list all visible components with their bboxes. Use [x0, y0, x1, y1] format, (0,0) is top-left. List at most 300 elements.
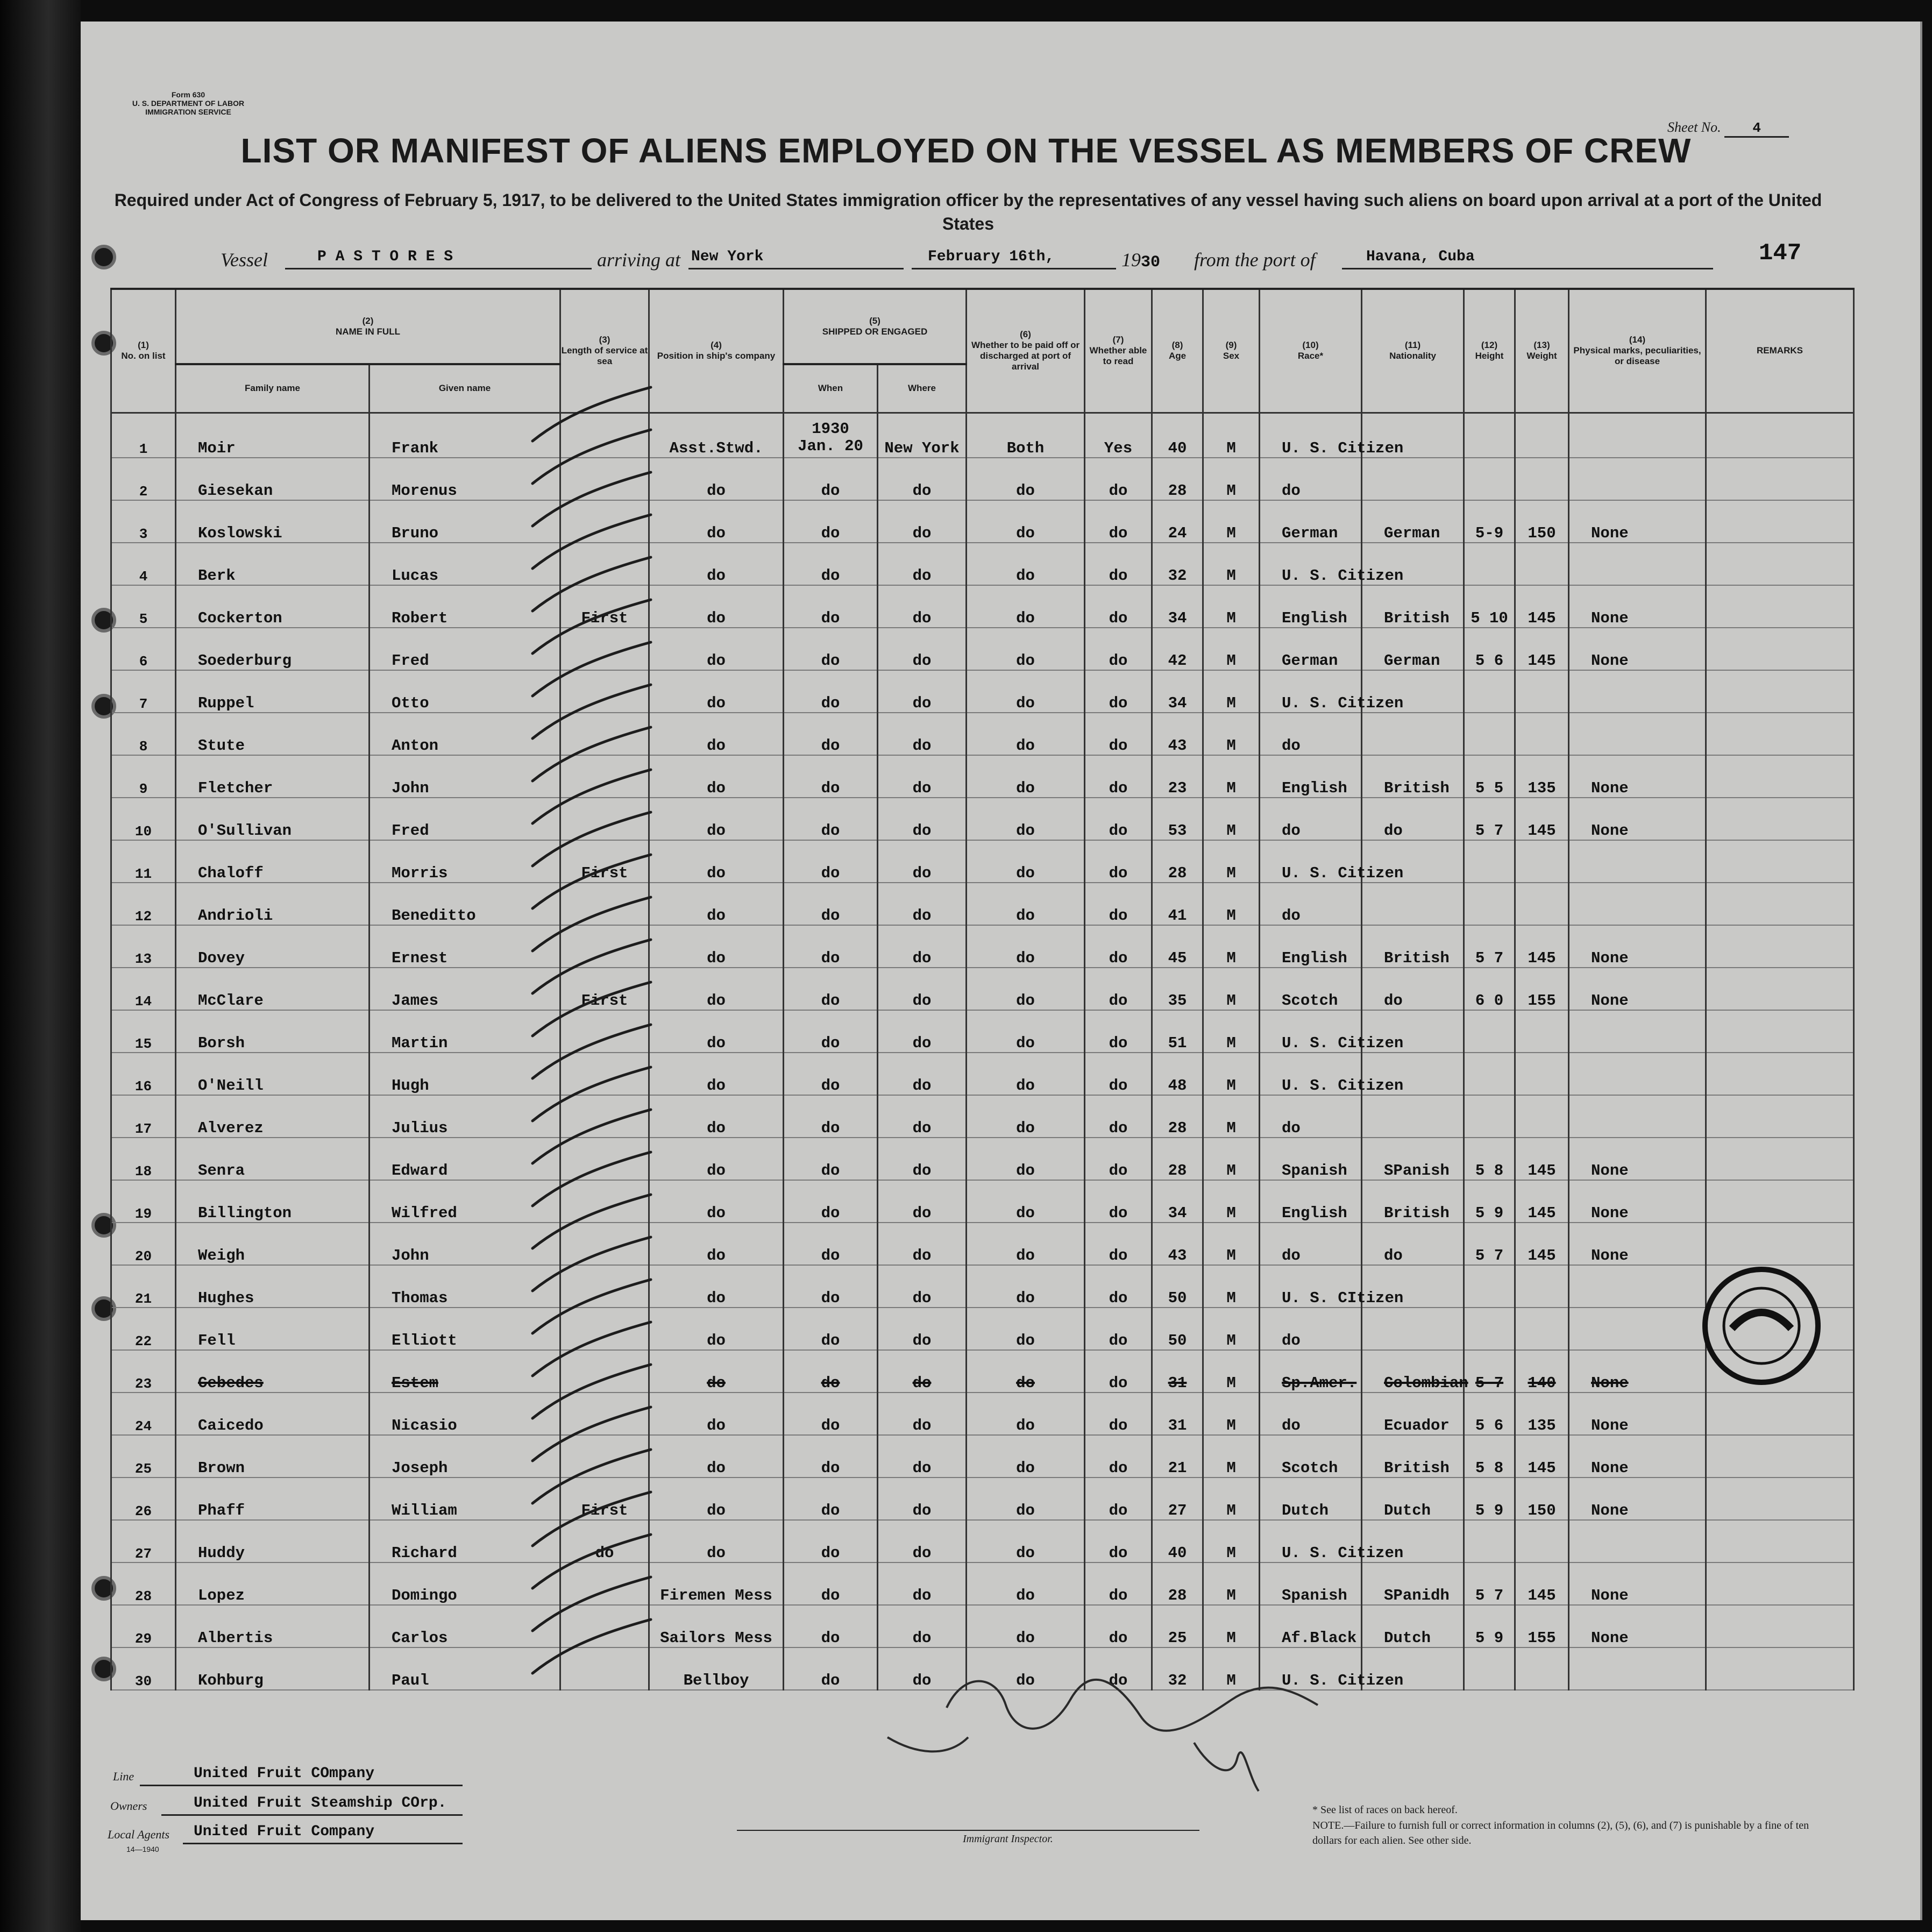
nationality-cell: British: [1362, 755, 1464, 798]
able-to-read-cell: do: [1085, 585, 1152, 628]
shipped-when-cell: do: [784, 798, 878, 840]
given-name-cell: Frank: [370, 413, 560, 458]
weight-cell: 145: [1515, 798, 1569, 840]
height-cell: 5 9: [1464, 1478, 1515, 1520]
paid-off-cell: do: [967, 670, 1085, 713]
position-cell: do: [649, 1435, 784, 1478]
position-cell: Firemen Mess: [649, 1562, 784, 1605]
weight-cell: 155: [1515, 1605, 1569, 1647]
family-name-cell: Billington: [176, 1180, 370, 1223]
age-cell: 43: [1152, 713, 1203, 755]
shipped-when-cell: do: [784, 1350, 878, 1393]
shipped-where-cell: do: [878, 1435, 967, 1478]
race-cell: Scotch: [1260, 1435, 1362, 1478]
col-no-header: (1) No. on list: [111, 289, 176, 413]
col-service-header: (3) Length of service at sea: [560, 289, 649, 413]
age-cell: 28: [1152, 1095, 1203, 1138]
height-cell: 5 9: [1464, 1605, 1515, 1647]
shipped-where-cell: do: [878, 1308, 967, 1350]
shipped-where-cell: do: [878, 968, 967, 1010]
given-name-cell: Elliott: [370, 1308, 560, 1350]
check-mark: [532, 1280, 651, 1333]
paid-off-cell: do: [967, 1308, 1085, 1350]
sex-cell: M: [1203, 1308, 1260, 1350]
col-given-header: Given name: [370, 364, 560, 413]
check-mark: [532, 982, 651, 1036]
family-name-cell: Brown: [176, 1435, 370, 1478]
row-number-cell: 10: [111, 798, 176, 840]
row-number-cell: 12: [111, 883, 176, 925]
paid-off-cell: do: [967, 925, 1085, 968]
year-value: 30: [1141, 253, 1161, 272]
race-cell: do: [1260, 1393, 1362, 1435]
height-cell: 5 9: [1464, 1180, 1515, 1223]
able-to-read-cell: do: [1085, 670, 1152, 713]
check-mark: [532, 685, 651, 738]
able-to-read-cell: do: [1085, 1562, 1152, 1605]
agents-value: United Fruit Company: [194, 1823, 375, 1840]
col-nationality-header: (11) Nationality: [1362, 289, 1464, 413]
paid-off-cell: do: [967, 755, 1085, 798]
position-cell: do: [649, 628, 784, 670]
sex-cell: M: [1203, 413, 1260, 458]
row-number-cell: 26: [111, 1478, 176, 1520]
agents-label: Local Agents: [108, 1828, 170, 1841]
paid-off-cell: Both: [967, 413, 1085, 458]
able-to-read-cell: Yes: [1085, 413, 1152, 458]
given-name-cell: Domingo: [370, 1562, 560, 1605]
service-length-cell: First: [560, 968, 649, 1010]
race-cell: Af.Black: [1260, 1605, 1362, 1647]
shipped-where-cell: do: [878, 543, 967, 585]
sex-cell: M: [1203, 1223, 1260, 1265]
height-cell: 5 6: [1464, 628, 1515, 670]
able-to-read-cell: do: [1085, 1265, 1152, 1308]
col-marks-header: (14) Physical marks, peculiarities, or disease: [1569, 289, 1706, 413]
weight-cell: 145: [1515, 925, 1569, 968]
shipped-where-cell: do: [878, 1562, 967, 1605]
race-cell: do: [1260, 1223, 1362, 1265]
age-cell: 50: [1152, 1265, 1203, 1308]
check-mark: [532, 1365, 651, 1418]
family-name-cell: Huddy: [176, 1520, 370, 1562]
paid-off-cell: do: [967, 1393, 1085, 1435]
paid-off-cell: do: [967, 1435, 1085, 1478]
col-race-header: (10) Race*: [1260, 289, 1362, 413]
able-to-read-cell: do: [1085, 543, 1152, 585]
col-position-header: (4) Position in ship's company: [649, 289, 784, 413]
able-to-read-cell: do: [1085, 840, 1152, 883]
physical-marks-cell: None: [1569, 968, 1706, 1010]
check-mark: [532, 557, 651, 611]
family-name-cell: Caicedo: [176, 1393, 370, 1435]
able-to-read-cell: do: [1085, 883, 1152, 925]
height-cell: 5 8: [1464, 1435, 1515, 1478]
row-number-cell: 22: [111, 1308, 176, 1350]
position-cell: do: [649, 1350, 784, 1393]
position-cell: do: [649, 925, 784, 968]
row-number-cell: 25: [111, 1435, 176, 1478]
shipped-where-cell: do: [878, 1180, 967, 1223]
owners-value: United Fruit Steamship COrp.: [194, 1795, 447, 1812]
given-name-cell: Lucas: [370, 543, 560, 585]
paid-off-cell: do: [967, 1520, 1085, 1562]
paid-off-cell: do: [967, 1053, 1085, 1095]
check-mark: [532, 1577, 651, 1631]
races-note: * See list of races on back hereof.: [1312, 1804, 1458, 1816]
arrival-date: February 16th,: [928, 248, 1055, 265]
shipped-when-cell: do: [784, 458, 878, 500]
given-name-cell: Wilfred: [370, 1180, 560, 1223]
position-cell: do: [649, 1520, 784, 1562]
weight-cell: 135: [1515, 755, 1569, 798]
check-mark: [532, 1067, 651, 1121]
race-cell: U. S. Citizen: [1260, 1647, 1362, 1690]
from-port: Havana, Cuba: [1366, 248, 1475, 265]
paid-off-cell: do: [967, 1647, 1085, 1690]
physical-marks-cell: None: [1569, 1562, 1706, 1605]
age-cell: 40: [1152, 1520, 1203, 1562]
race-cell: Sp.Amer.: [1260, 1350, 1362, 1393]
inspection-stamp: [1694, 1259, 1829, 1393]
shipped-where-cell: do: [878, 925, 967, 968]
position-cell: do: [649, 1010, 784, 1053]
age-cell: 43: [1152, 1223, 1203, 1265]
family-name-cell: Giesekan: [176, 458, 370, 500]
able-to-read-cell: do: [1085, 500, 1152, 543]
age-cell: 24: [1152, 500, 1203, 543]
able-to-read-cell: do: [1085, 1223, 1152, 1265]
shipped-when-cell: do: [784, 1308, 878, 1350]
shipped-when-cell: do: [784, 1647, 878, 1690]
shipped-where-cell: do: [878, 1350, 967, 1393]
physical-marks-cell: None: [1569, 585, 1706, 628]
shipped-when-cell: do: [784, 628, 878, 670]
form-number: Form 630: [171, 90, 205, 99]
family-name-cell: Borsh: [176, 1010, 370, 1053]
able-to-read-cell: do: [1085, 1393, 1152, 1435]
race-cell: Scotch: [1260, 968, 1362, 1010]
service-length-cell: First: [560, 1478, 649, 1520]
position-cell: Asst.Stwd.: [649, 413, 784, 458]
nationality-cell: do: [1362, 1223, 1464, 1265]
shipped-when-cell: do: [784, 1010, 878, 1053]
height-cell: 5 7: [1464, 925, 1515, 968]
check-mark: [532, 1152, 651, 1206]
penalty-note: NOTE.—Failure to furnish full or correct information in columns (2), (5), (6), and (7) is punishable by a fine of ten dollars for each alien. See other side.: [1312, 1820, 1809, 1846]
able-to-read-cell: do: [1085, 458, 1152, 500]
position-cell: do: [649, 1478, 784, 1520]
family-name-cell: Hughes: [176, 1265, 370, 1308]
shipped-when-cell: do: [784, 1393, 878, 1435]
col-where-header: Where: [878, 364, 967, 413]
family-name-cell: Koslowski: [176, 500, 370, 543]
nationality-cell: German: [1362, 500, 1464, 543]
paid-off-cell: do: [967, 840, 1085, 883]
paid-off-cell: do: [967, 628, 1085, 670]
check-mark: [532, 515, 651, 569]
paid-off-cell: do: [967, 1350, 1085, 1393]
service-length-cell: First: [560, 840, 649, 883]
shipped-where-cell: do: [878, 1138, 967, 1180]
shipped-when-cell: do: [784, 1095, 878, 1138]
position-cell: do: [649, 755, 784, 798]
height-cell: 5 6: [1464, 1393, 1515, 1435]
given-name-cell: Estem: [370, 1350, 560, 1393]
position-cell: Bellboy: [649, 1647, 784, 1690]
age-cell: 50: [1152, 1308, 1203, 1350]
given-name-cell: Ernest: [370, 925, 560, 968]
shipped-date: Jan. 20: [798, 437, 863, 455]
sex-cell: M: [1203, 543, 1260, 585]
paid-off-cell: do: [967, 968, 1085, 1010]
paid-off-cell: do: [967, 883, 1085, 925]
check-mark: [532, 1620, 651, 1673]
shipped-where-cell: do: [878, 1010, 967, 1053]
age-cell: 28: [1152, 1138, 1203, 1180]
weight-cell: 145: [1515, 1180, 1569, 1223]
position-cell: do: [649, 798, 784, 840]
weight-cell: 150: [1515, 1478, 1569, 1520]
able-to-read-cell: do: [1085, 1010, 1152, 1053]
age-cell: 34: [1152, 585, 1203, 628]
sex-cell: M: [1203, 1350, 1260, 1393]
shipped-when-cell: do: [784, 585, 878, 628]
check-mark: [532, 472, 651, 526]
sex-cell: M: [1203, 755, 1260, 798]
able-to-read-cell: do: [1085, 1605, 1152, 1647]
able-to-read-cell: do: [1085, 628, 1152, 670]
family-name-cell: O'Neill: [176, 1053, 370, 1095]
shipped-where-cell: do: [878, 500, 967, 543]
position-cell: do: [649, 713, 784, 755]
given-name-cell: Paul: [370, 1647, 560, 1690]
physical-marks-cell: None: [1569, 1138, 1706, 1180]
sex-cell: M: [1203, 1138, 1260, 1180]
sex-cell: M: [1203, 925, 1260, 968]
agents-underline: [183, 1843, 463, 1844]
race-cell: do: [1260, 713, 1362, 755]
shipped-where-cell: do: [878, 1605, 967, 1647]
shipped-where-cell: do: [878, 1647, 967, 1690]
family-name-cell: Soederburg: [176, 628, 370, 670]
shipped-where-cell: do: [878, 713, 967, 755]
row-number-cell: 18: [111, 1138, 176, 1180]
able-to-read-cell: do: [1085, 1520, 1152, 1562]
race-cell: English: [1260, 925, 1362, 968]
check-mark: [532, 642, 651, 696]
col-family-header: Family name: [176, 364, 370, 413]
family-name-cell: Ruppel: [176, 670, 370, 713]
position-cell: do: [649, 1223, 784, 1265]
row-number-cell: 23: [111, 1350, 176, 1393]
shipped-where-cell: do: [878, 883, 967, 925]
age-cell: 41: [1152, 883, 1203, 925]
row-number-cell: 5: [111, 585, 176, 628]
able-to-read-cell: do: [1085, 968, 1152, 1010]
row-number-cell: 7: [111, 670, 176, 713]
row-number-cell: 15: [111, 1010, 176, 1053]
paid-off-cell: do: [967, 798, 1085, 840]
check-mark: [532, 1535, 651, 1588]
weight-cell: 135: [1515, 1393, 1569, 1435]
check-mark: [532, 1322, 651, 1376]
line-label: Line: [113, 1770, 134, 1783]
col-sex-header: (9) Sex: [1203, 289, 1260, 413]
shipped-when-cell: do: [784, 1435, 878, 1478]
shipped-when-cell: do: [784, 500, 878, 543]
row-number-cell: 16: [111, 1053, 176, 1095]
check-mark: [532, 897, 651, 951]
position-cell: do: [649, 883, 784, 925]
paid-off-cell: do: [967, 1478, 1085, 1520]
weight-cell: 155: [1515, 968, 1569, 1010]
race-cell: do: [1260, 883, 1362, 925]
age-cell: 34: [1152, 1180, 1203, 1223]
sex-cell: M: [1203, 585, 1260, 628]
given-name-cell: Beneditto: [370, 883, 560, 925]
physical-marks-cell: None: [1569, 1180, 1706, 1223]
physical-marks-cell: None: [1569, 798, 1706, 840]
check-mark: [532, 1110, 651, 1163]
position-cell: do: [649, 1138, 784, 1180]
shipped-when-cell: do: [784, 1265, 878, 1308]
age-cell: 31: [1152, 1350, 1203, 1393]
given-name-cell: Morenus: [370, 458, 560, 500]
age-cell: 42: [1152, 628, 1203, 670]
page-number: 147: [1759, 240, 1802, 267]
shipped-where-cell: do: [878, 1265, 967, 1308]
family-name-cell: Andrioli: [176, 883, 370, 925]
physical-marks-cell: None: [1569, 1223, 1706, 1265]
shipped-when-cell: do: [784, 1053, 878, 1095]
family-name-cell: Berk: [176, 543, 370, 585]
department-name: U. S. DEPARTMENT OF LABOR: [132, 99, 245, 108]
nationality-cell: Ecuador: [1362, 1393, 1464, 1435]
arriving-label: arriving at: [597, 249, 681, 271]
col-read-header: (7) Whether able to read: [1085, 289, 1152, 413]
row-number-cell: 4: [111, 543, 176, 585]
position-cell: do: [649, 1180, 784, 1223]
able-to-read-cell: do: [1085, 1053, 1152, 1095]
nationality-cell: SPanish: [1362, 1138, 1464, 1180]
given-name-cell: William: [370, 1478, 560, 1520]
shipped-when-cell: do: [784, 1520, 878, 1562]
given-name-cell: Thomas: [370, 1265, 560, 1308]
given-name-cell: John: [370, 755, 560, 798]
position-cell: do: [649, 500, 784, 543]
race-cell: U. S. Citizen: [1260, 413, 1362, 458]
given-name-cell: Richard: [370, 1520, 560, 1562]
row-number-cell: 19: [111, 1180, 176, 1223]
row-number-cell: 13: [111, 925, 176, 968]
race-cell: U. S. Citizen: [1260, 840, 1362, 883]
shipped-when-cell: do: [784, 543, 878, 585]
age-cell: 40: [1152, 413, 1203, 458]
service-name: IMMIGRATION SERVICE: [145, 108, 231, 116]
age-cell: 34: [1152, 670, 1203, 713]
shipped-when-cell: do: [784, 1562, 878, 1605]
family-name-cell: Weigh: [176, 1223, 370, 1265]
sheet-number: 4: [1724, 120, 1789, 138]
row-number-cell: 9: [111, 755, 176, 798]
manifest-subtitle: Required under Act of Congress of February 5, 1917, to be delivered to the United States immigration officer by the representatives of any vessel having such aliens on board upon arrival at a port of the United States: [114, 190, 1822, 233]
age-cell: 28: [1152, 840, 1203, 883]
race-cell: do: [1260, 458, 1362, 500]
height-cell: 5 7: [1464, 798, 1515, 840]
nationality-cell: British: [1362, 1180, 1464, 1223]
row-number-cell: 30: [111, 1647, 176, 1690]
sex-cell: M: [1203, 1562, 1260, 1605]
col-age-header: (8) Age: [1152, 289, 1203, 413]
row-number-cell: 8: [111, 713, 176, 755]
shipped-where-cell: do: [878, 458, 967, 500]
sex-cell: M: [1203, 968, 1260, 1010]
given-name-cell: Fred: [370, 798, 560, 840]
able-to-read-cell: do: [1085, 1180, 1152, 1223]
race-cell: English: [1260, 1180, 1362, 1223]
sheet-label: Sheet No.: [1667, 119, 1721, 135]
position-cell: do: [649, 458, 784, 500]
able-to-read-cell: do: [1085, 1138, 1152, 1180]
paid-off-cell: do: [967, 1010, 1085, 1053]
owners-label: Owners: [110, 1799, 147, 1813]
physical-marks-cell: None: [1569, 1478, 1706, 1520]
age-cell: 23: [1152, 755, 1203, 798]
able-to-read-cell: do: [1085, 713, 1152, 755]
shipped-when-cell: do: [784, 1223, 878, 1265]
physical-marks-cell: None: [1569, 1435, 1706, 1478]
family-name-cell: Stute: [176, 713, 370, 755]
paid-off-cell: do: [967, 1095, 1085, 1138]
weight-cell: 145: [1515, 1435, 1569, 1478]
weight-cell: 150: [1515, 500, 1569, 543]
nationality-cell: SPanidh: [1362, 1562, 1464, 1605]
physical-marks-cell: None: [1569, 1605, 1706, 1647]
shipped-when-cell: do: [784, 1138, 878, 1180]
shipped-when-cell: do: [784, 1605, 878, 1647]
check-mark: [532, 1407, 651, 1461]
position-cell: do: [649, 585, 784, 628]
position-cell: do: [649, 1308, 784, 1350]
shipped-where-cell: do: [878, 1095, 967, 1138]
shipped-when-cell: do: [784, 840, 878, 883]
sex-cell: M: [1203, 500, 1260, 543]
given-name-cell: Nicasio: [370, 1393, 560, 1435]
sex-cell: M: [1203, 1010, 1260, 1053]
service-length-cell: do: [560, 1520, 649, 1562]
height-cell: 5 5: [1464, 755, 1515, 798]
weight-cell: 145: [1515, 628, 1569, 670]
shipped-where-cell: do: [878, 840, 967, 883]
age-cell: 32: [1152, 543, 1203, 585]
given-name-cell: Carlos: [370, 1605, 560, 1647]
race-cell: German: [1260, 500, 1362, 543]
check-mark: [532, 430, 651, 484]
physical-marks-cell: None: [1569, 755, 1706, 798]
height-cell: 5 7: [1464, 1223, 1515, 1265]
shipped-where-cell: New York: [878, 413, 967, 458]
sex-cell: M: [1203, 1478, 1260, 1520]
race-cell: U. S. Citizen: [1260, 1010, 1362, 1053]
form-code: 14—1940: [126, 1845, 159, 1853]
check-mark: [532, 727, 651, 781]
shipped-where-cell: do: [878, 798, 967, 840]
age-cell: 32: [1152, 1647, 1203, 1690]
sex-cell: M: [1203, 1435, 1260, 1478]
family-name-cell: Alverez: [176, 1095, 370, 1138]
col-weight-header: (13) Weight: [1515, 289, 1569, 413]
